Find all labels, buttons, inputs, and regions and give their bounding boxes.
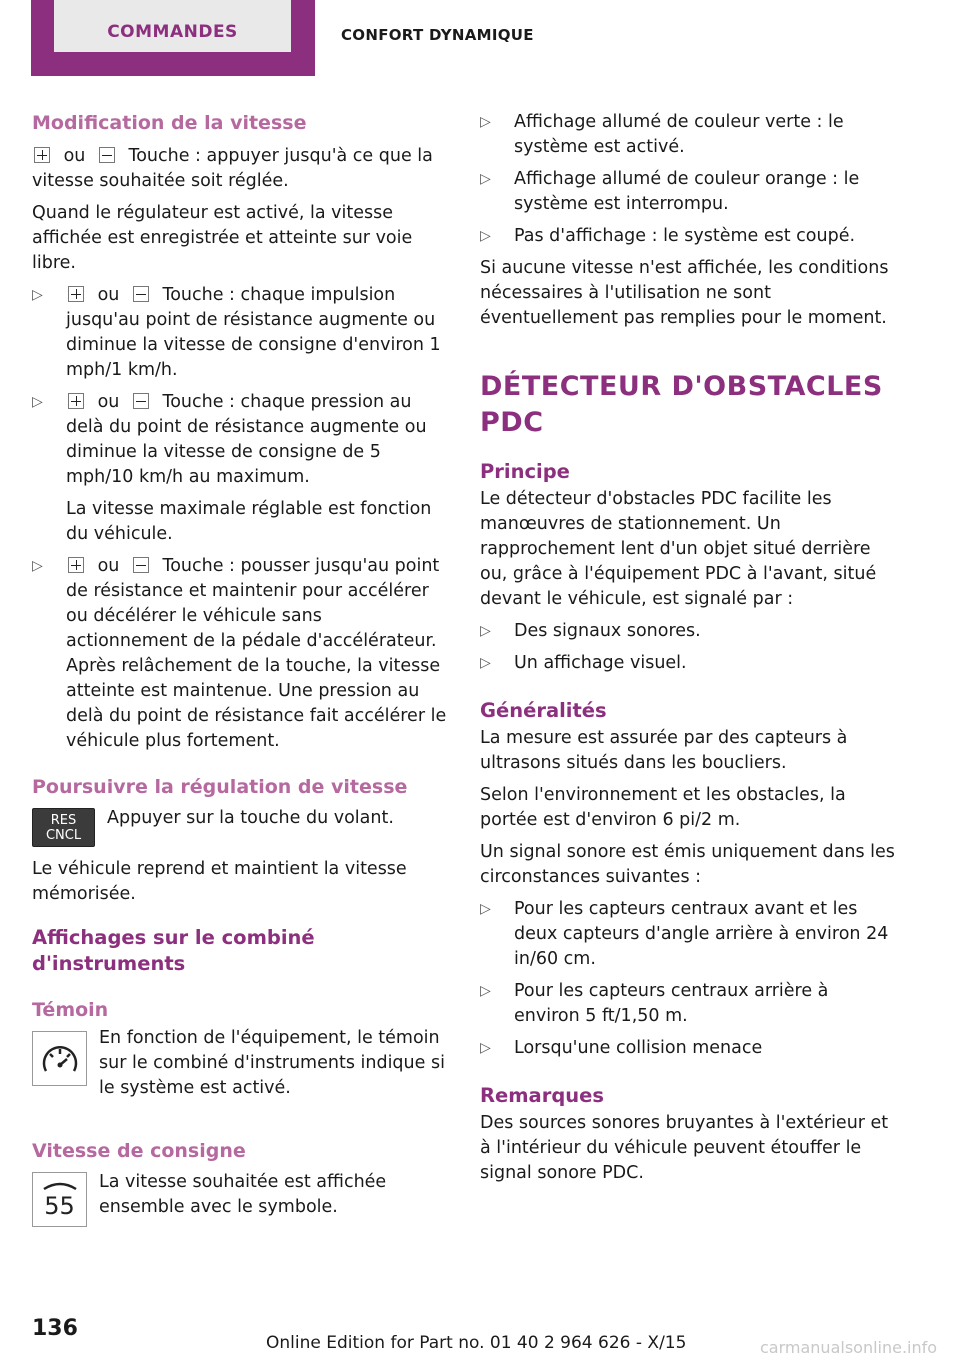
plus-key-icon xyxy=(68,393,84,409)
triangle-bullet-icon: ▷ xyxy=(32,394,43,410)
list-item: ▷ Pas d'affichage : le système est coupé. xyxy=(480,224,896,249)
heading-indicator: Témoin xyxy=(32,999,109,1021)
section-title: CONFORT DYNAMIQUE xyxy=(341,26,534,44)
general-paragraph-1: La mesure est assurée par des capteurs à ultrasons situés dans les boucliers. xyxy=(480,728,848,773)
triangle-bullet-icon: ▷ xyxy=(32,558,43,574)
list-item: ▷ Un affichage visuel. xyxy=(480,651,896,676)
resume-block xyxy=(32,808,448,847)
principle-paragraph: Le détecteur d'obstacles PDC facilite les manœuvres de stationnement. Un rapprochement lent d'un objet situé derrière ou, grâce à l'équipement PDC à l'avant, situé devant le véhicule, est signalé par : xyxy=(480,489,877,609)
heading-pdc: DÉTECTEUR D'OBSTACLES PDC xyxy=(480,371,883,438)
heading-general: Généralités xyxy=(480,699,607,722)
tab-commandes[interactable]: COMMANDES xyxy=(107,22,238,42)
minus-key-icon xyxy=(133,557,149,573)
triangle-bullet-icon: ▷ xyxy=(32,287,43,303)
heading-set-speed: Vitesse de consigne xyxy=(32,1140,246,1162)
list-item: ▷ Pour les capteurs centraux avant et les deux capteurs d'angle arrière à environ 24 in/60 cm. xyxy=(480,899,889,969)
set-speed-text: La vitesse souhaitée est affichée ensemble avec le symbole. xyxy=(99,1172,387,1217)
watermark: carmanualsonline.info xyxy=(760,1338,938,1357)
list-item: ▷ ou Touche : chaque pression au delà du point de résistance augmente ou diminue la vitesse de consigne de 5 mph/10 km/h au maximum. La vitesse maximale réglable est fonction du véhicule. xyxy=(32,390,448,547)
general-paragraph-2: Selon l'environnement et les obstacles, la portée est d'environ 6 pi/2 m. xyxy=(480,785,846,830)
list-item: ▷ Affichage allumé de couleur orange : le système est interrompu. xyxy=(480,169,860,214)
triangle-bullet-icon: ▷ xyxy=(480,1040,491,1056)
triangle-bullet-icon: ▷ xyxy=(480,901,491,917)
list-item: ▷ Affichage allumé de couleur verte : le système est activé. xyxy=(480,112,844,157)
remarks-paragraph: Des sources sonores bruyantes à l'extérieur et à l'intérieur du véhicule peuvent étouffer le signal sonore PDC. xyxy=(480,1113,889,1183)
page-number: 136 xyxy=(32,1316,78,1341)
list-item: ▷ Lorsqu'une collision menace xyxy=(480,1036,896,1061)
heading-displays: Affichages sur le combiné d'instruments xyxy=(32,926,315,975)
plus-key-icon xyxy=(68,286,84,302)
res-cncl-button-icon: RES CNCL xyxy=(32,808,95,847)
heading-speed-change: Modification de la vitesse xyxy=(32,112,307,134)
resume-paragraph: Le véhicule reprend et maintient la vitesse mémorisée. xyxy=(32,859,407,904)
triangle-bullet-icon: ▷ xyxy=(480,228,491,244)
plus-key-icon xyxy=(68,557,84,573)
plus-key-icon xyxy=(34,147,50,163)
speed-paragraph: Quand le régulateur est activé, la vitesse affichée est enregistrée et atteinte sur voie libre. xyxy=(32,203,413,273)
resume-text: Appuyer sur la touche du volant. xyxy=(107,808,394,828)
status-paragraph: Si aucune vitesse n'est affichée, les conditions nécessaires à l'utilisation ne sont éventuellement pas remplies pour le moment. xyxy=(480,258,889,328)
triangle-bullet-icon: ▷ xyxy=(480,623,491,639)
list-item: ▷ ou Touche : chaque impulsion jusqu'au point de résistance augmente ou diminue la vitesse de consigne d'environ 1 mph/1 km/h. xyxy=(32,285,441,380)
triangle-bullet-icon: ▷ xyxy=(480,114,491,130)
triangle-bullet-icon: ▷ xyxy=(480,171,491,187)
triangle-bullet-icon: ▷ xyxy=(480,983,491,999)
list-item: ▷ Des signaux sonores. xyxy=(480,619,896,644)
list-item: ▷ Pour les capteurs centraux arrière à environ 5 ft/1,50 m. xyxy=(480,981,829,1026)
left-column xyxy=(32,110,448,1235)
indicator-block xyxy=(32,1028,448,1108)
heading-resume: Poursuivre la régulation de vitesse xyxy=(32,776,408,798)
set-speed-icon: 55 xyxy=(32,1172,87,1227)
minus-key-icon xyxy=(133,393,149,409)
cruise-control-icon xyxy=(32,1031,87,1086)
list-item-note: La vitesse maximale réglable est fonction du véhicule. xyxy=(66,499,432,544)
heading-remarks: Remarques xyxy=(480,1084,605,1107)
indicator-text: En fonction de l'équipement, le témoin sur le combiné d'instruments indique si le système est activé. xyxy=(99,1028,445,1098)
triangle-bullet-icon: ▷ xyxy=(480,655,491,671)
general-paragraph-3: Un signal sonore est émis uniquement dans les circonstances suivantes : xyxy=(480,842,895,887)
list-item: ▷ ou Touche : pousser jusqu'au point de résistance et maintenir pour accélérer ou décélérer le véhicule sans actionnement de la pédale d'accélérateur. Après relâchement de la touche, la vitesse atteinte est maintenue. Une pression au delà du point de résistance fait accélérer le véhicule plus fortement. xyxy=(32,556,447,751)
speed-intro: ou Touche : appuyer jusqu'à ce que la vitesse souhaitée soit réglée. xyxy=(32,146,433,191)
minus-key-icon xyxy=(99,147,115,163)
right-column xyxy=(480,110,896,1193)
minus-key-icon xyxy=(133,286,149,302)
heading-principle: Principe xyxy=(480,460,570,483)
set-speed-block xyxy=(32,1172,448,1227)
edition-line: Online Edition for Part no. 01 40 2 964 626 - X/15 xyxy=(266,1333,687,1353)
